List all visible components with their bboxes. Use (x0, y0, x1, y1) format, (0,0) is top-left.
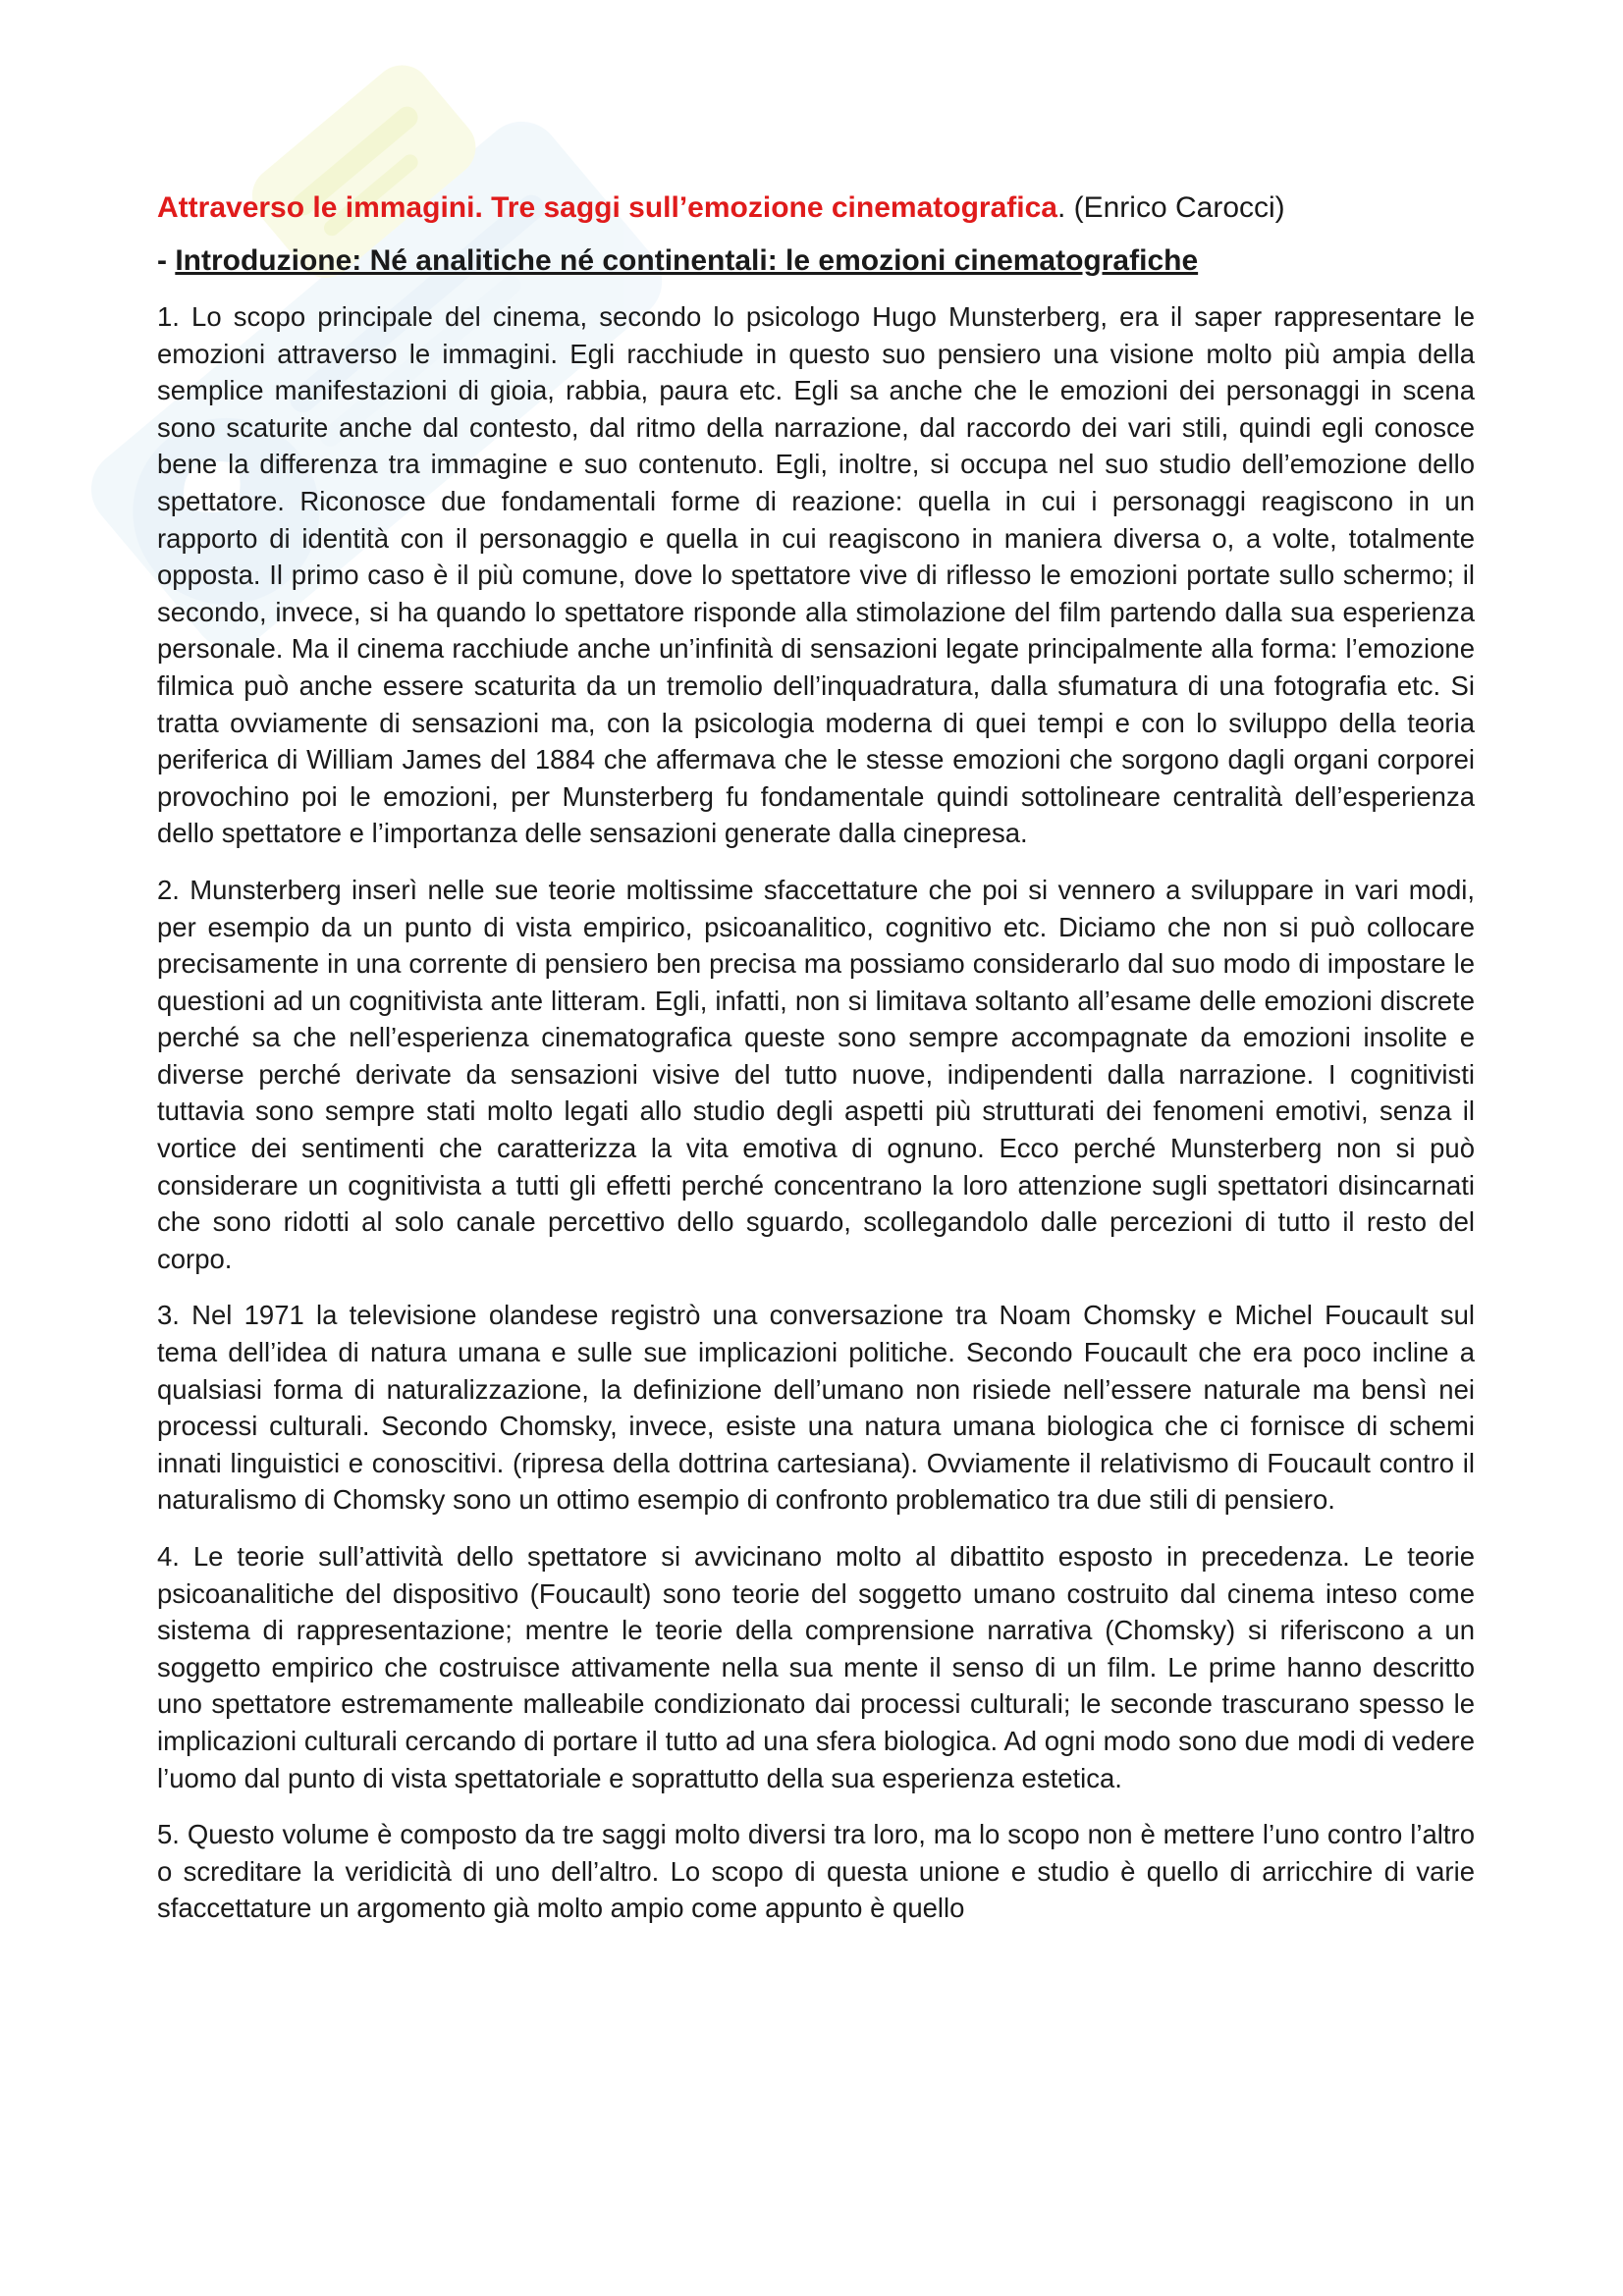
paragraph-5: 5. Questo volume è composto da tre saggi molto diversi tra loro, ma lo scopo non è mettere l’uno contro l’altro o screditare la veridicità di uno dell’altro. Lo scopo di questa unione e studio è quello di arricchire di varie sfaccettature un argomento già molto ampio come appunto è quello (157, 1819, 1475, 1924)
paragraph-2: 2. Munsterberg inserì nelle sue teorie moltissime sfaccettature che poi si vennero a sviluppare in vari modi, per esempio da un punto di vista empirico, psicoanalitico, cognitivo etc. Diciamo che non si può collocare precisamente in una corrente di pensiero ben precisa ma possiamo considerarlo dal suo modo di impostare le questioni ad un cognitivista ante litteram. Egli, infatti, non si limitava soltanto all’esame delle emozioni discrete perché sa che nell’esperienza cinematografica queste sono sempre accompagnate da emozioni insolite e diverse perché derivate da sensazioni visive del tutto nuove, indipendenti dalla narrazione. I cognitivisti tuttavia sono sempre stati molto legati allo studio degli aspetti più strutturati dei fenomeni emotivi, senza il vortice dei sentimenti che caratterizza la vita emotiva di ognuno. Ecco perché Munsterberg non si può considerare un cognitivista a tutti gli effetti perché concentrano la loro attenzione sugli spettatori disincarnati che sono ridotti al solo canale percettivo dello sguardo, scollegandolo dalle percezioni di tutto il resto del corpo. (157, 874, 1475, 1274)
section-heading-text: Introduzione: Né analitiche né continentali: le emozioni cinematografiche (175, 244, 1199, 277)
document-page (157, 188, 1475, 1947)
section-heading (157, 241, 1475, 281)
document-title (157, 188, 1475, 228)
document-title-main: Attraverso le immagini. Tre saggi sull’emozione cinematografica (157, 191, 1057, 224)
document-title-author: . (Enrico Carocci) (1056, 191, 1285, 224)
paragraph-4: 4. Le teorie sull’attività dello spettatore si avvicinano molto al dibattito esposto in precedenza. Le teorie psicoanalitiche del dispositivo (Foucault) sono teorie del soggetto umano costruito dal cinema inteso come sistema di rappresentazione; mentre le teorie della comprensione narrativa (Chomsky) si riferiscono a un soggetto empirico che costruisce attivamente nella sua mente il senso di un film. Le prime hanno descritto uno spettatore estremamente malleabile condizionato dai processi culturali; le seconde trascurano spesso le implicazioni culturali cercando di portare il tutto ad una sfera biologica. Ad ogni modo sono due modi di vedere l’uomo dal punto di vista spettatoriale e soprattutto della sua esperienza estetica. (157, 1541, 1475, 1793)
section-heading-dash: - (157, 244, 176, 277)
paragraph-3: 3. Nel 1971 la televisione olandese registrò una conversazione tra Noam Chomsky e Michel Foucault sul tema dell’idea di natura umana e sulle sue implicazioni politiche. Secondo Foucault che era poco incline a qualsiasi forma di naturalizzazione, la definizione dell’umano non risiede nell’essere naturale ma bensì nei processi culturali. Secondo Chomsky, invece, esiste una natura umana biologica che ci fornisce di schemi innati linguistici e conoscitivi. (ripresa della dottrina cartesiana). Ovviamente il relativismo di Foucault contro il naturalismo di Chomsky sono un ottimo esempio di confronto problematico tra due stili di pensiero. (157, 1300, 1475, 1516)
paragraph-1: 1. Lo scopo principale del cinema, secondo lo psicologo Hugo Munsterberg, era il saper rappresentare le emozioni attraverso le immagini. Egli racchiude in questo suo pensiero una visione molto più ampia della semplice manifestazioni di gioia, rabbia, paura etc. Egli sa anche che le emozioni dei personaggi in scena sono scaturite anche dal contesto, dal ritmo della narrazione, dal raccordo dei vari stili, quindi egli conosce bene la differenza tra immagine e suo contenuto. Egli, inoltre, si occupa nel suo studio dell’emozione dello spettatore. Riconosce due fondamentali forme di reazione: quella in cui i personaggi reagiscono in un rapporto di identità con il personaggio e quella in cui reagiscono in maniera diversa o, a volte, totalmente opposta. Il primo caso è il più comune, dove lo spettatore vive di riflesso le emozioni portate sullo schermo; il secondo, invece, si ha quando lo spettatore risponde alla stimolazione del film partendo dalla sua esperienza personale. Ma il cinema racchiude anche un’infinità di sensazioni legate principalmente alla forma: l’emozione filmica può anche essere scaturita da un tremolio dell’inquadratura, dalla sfumatura di una fotografia etc. Si tratta ovviamente di sensazioni ma, con la psicologia moderna di quei tempi e con lo sviluppo della teoria periferica di William James del 1884 che affermava che le stesse emozioni che sorgono dagli organi corporei provochino poi le emozioni, per Munsterberg fu fondamentale quindi sottolineare centralità dell’esperienza dello spettatore e l’importanza delle sensazioni generate dalla cinepresa. (157, 301, 1475, 849)
